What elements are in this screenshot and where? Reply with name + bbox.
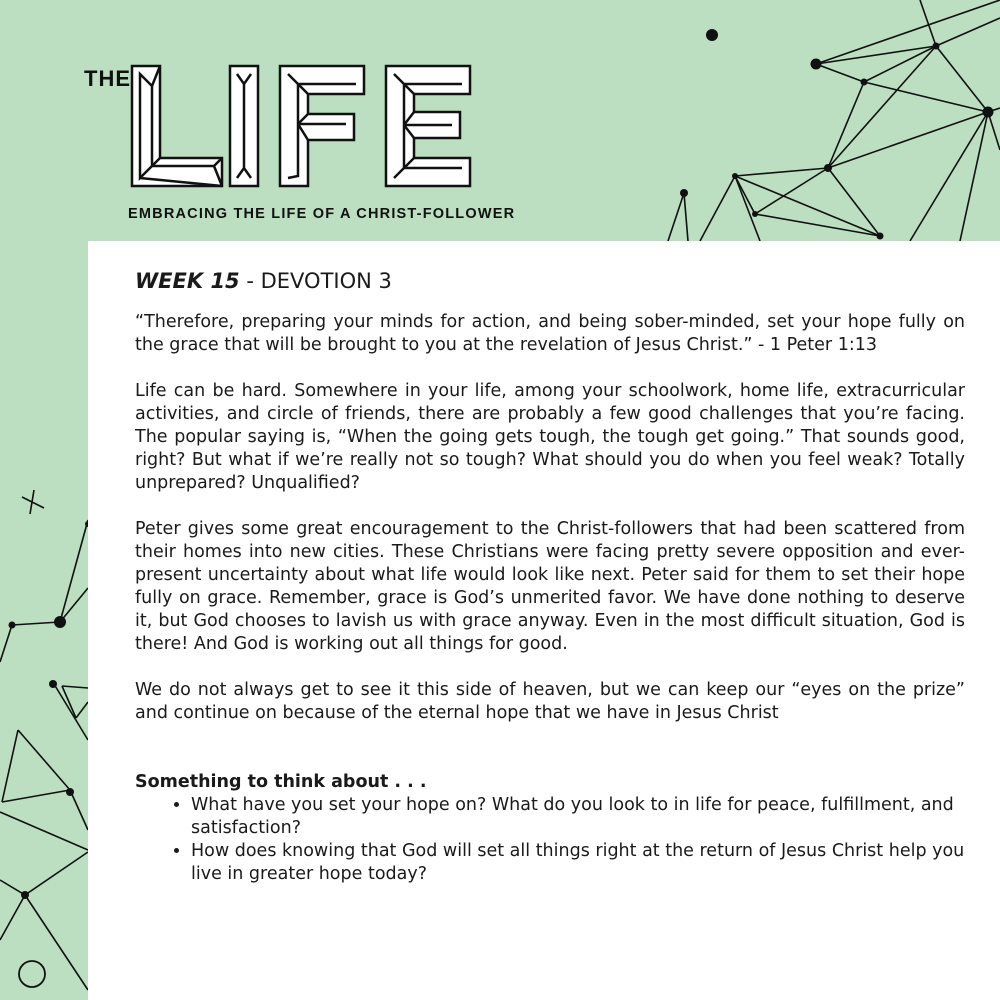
devotion-heading [135, 267, 965, 295]
brand-tagline: EMBRACING THE LIFE OF A CHRIST-FOLLOWER [128, 206, 516, 222]
brand-the: THE [84, 66, 131, 91]
body-paragraph: Life can be hard. Somewhere in your life, among your schoolwork, home life, extracurricular activities, and circle of friends, there are probably a few good challenges that you’re facing. The popular saying is, “When the going gets tough, the tough get going.” That sounds good, right? But what if we’re really not so tough? What should you do when you feel weak? Totally unprepared? Unqualified? [135, 381, 965, 493]
reflection-question: • How does knowing that God will set all things right at the return of Jesus Christ help you live in greater hope today? [191, 840, 965, 886]
reflection-list [135, 794, 965, 886]
devotion-content [135, 267, 965, 886]
reflection-title: Something to think about . . . [135, 772, 427, 792]
week-label: WEEK 15 [135, 269, 240, 293]
reflection-question: • What have you set your hope on? What do you look to in life for peace, fulfillment, and satisfaction? [191, 794, 965, 840]
body-paragraph: Peter gives some great encouragement to the Christ-followers that had been scattered from their homes into new cities. These Christians were facing pretty severe opposition and ever-present uncertainty about what life would look like next. Peter said for them to set their hope fully on grace. Remember, grace is God’s unmerited favor. We have done nothing to deserve it, but God chooses to lavish us with grace anyway. Even in the most difficult situation, God is there! And God is working out all things for good. [135, 519, 965, 654]
scripture-verse: “Therefore, preparing your minds for action, and being sober-minded, set your hope fully on the grace that will be brought to you at the revelation of Jesus Christ.” - 1 Peter 1:13 [135, 312, 965, 355]
brand-header [84, 62, 516, 232]
body-paragraph: We do not always get to see it this side of heaven, but we can keep our “eyes on the prize” and continue on because of the eternal hope that we have in Jesus Christ [135, 680, 965, 723]
content-panel [88, 241, 1000, 1000]
devotion-label: - DEVOTION 3 [239, 269, 392, 293]
